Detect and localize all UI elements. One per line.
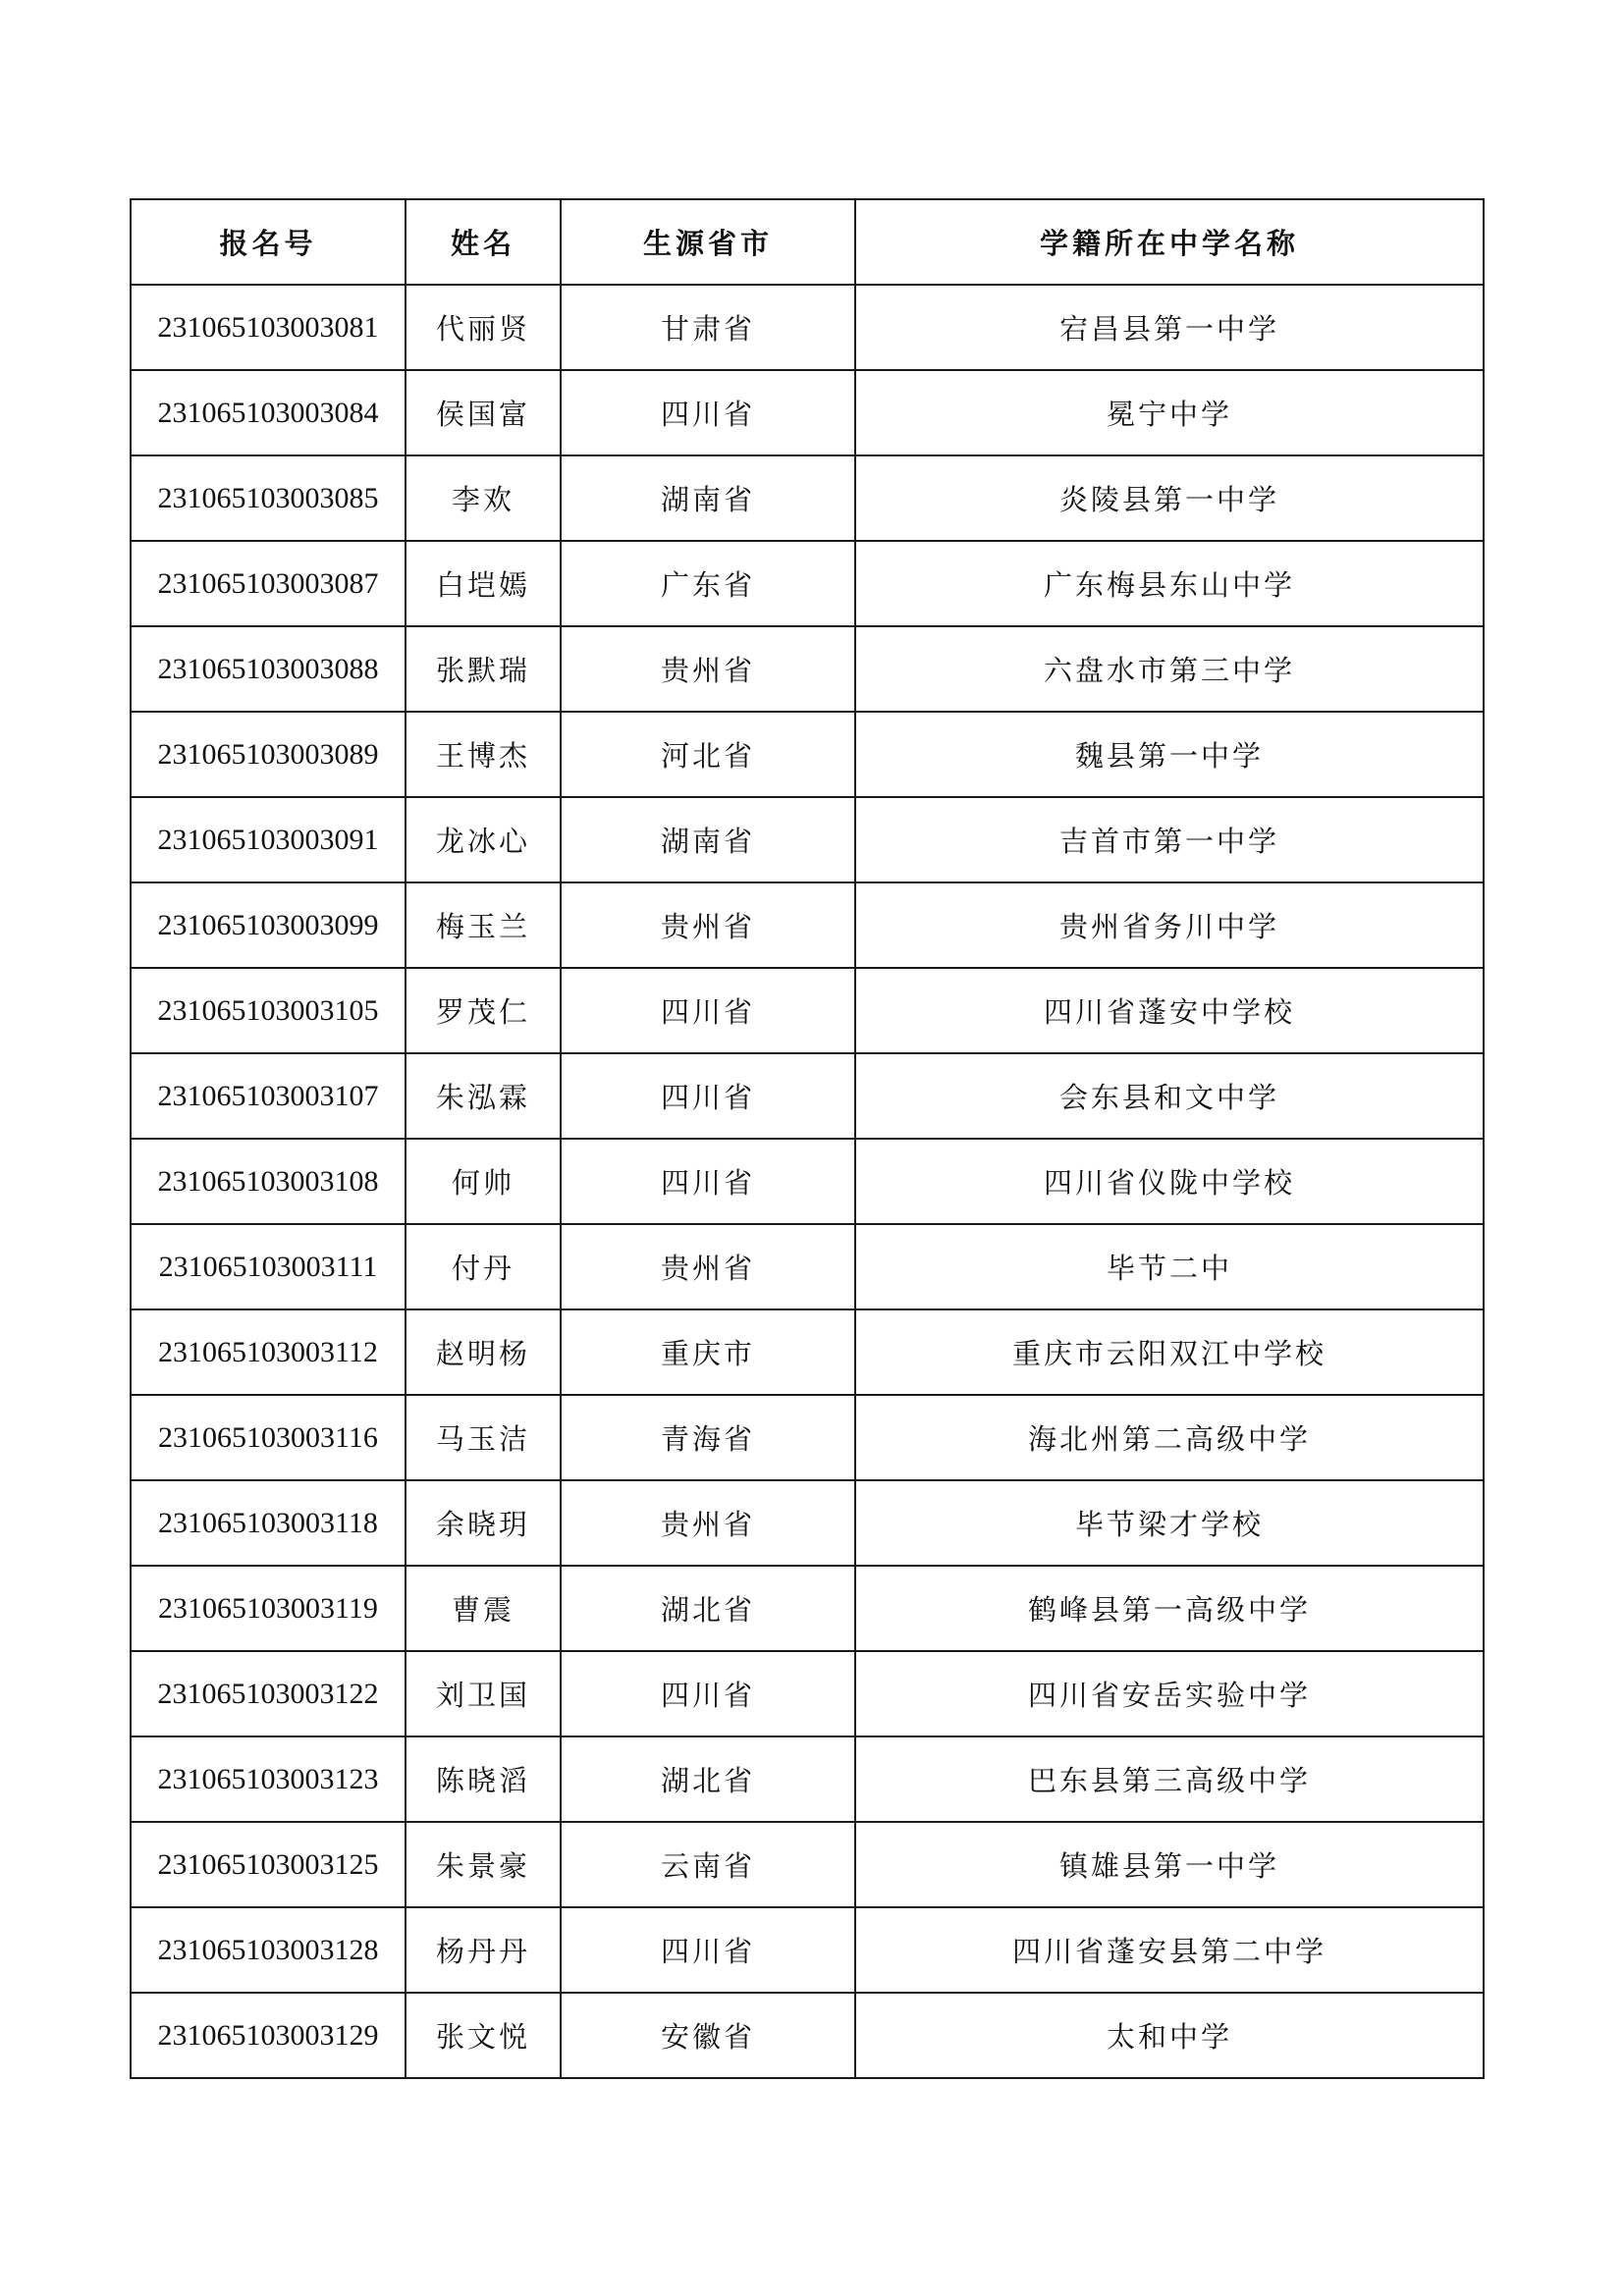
registration-number-cell: 231065103003118 [131, 1480, 406, 1566]
student-name-cell: 张文悦 [406, 1993, 561, 2078]
student-name-cell: 杨丹丹 [406, 1907, 561, 1993]
source-province-cell: 安徽省 [561, 1993, 855, 2078]
school-name-cell: 四川省安岳实验中学 [855, 1651, 1484, 1736]
student-name-cell: 王博杰 [406, 712, 561, 797]
registration-number-cell: 231065103003125 [131, 1822, 406, 1907]
table-row [131, 1993, 1484, 2078]
table-row [131, 1736, 1484, 1822]
registration-number-cell: 231065103003088 [131, 626, 406, 712]
source-province-cell: 湖南省 [561, 455, 855, 541]
registration-number-cell: 231065103003087 [131, 541, 406, 626]
student-name-cell: 余晓玥 [406, 1480, 561, 1566]
table-row [131, 1224, 1484, 1309]
school-name-cell: 四川省蓬安县第二中学 [855, 1907, 1484, 1993]
table-row [131, 541, 1484, 626]
school-name-cell: 吉首市第一中学 [855, 797, 1484, 882]
source-province-cell: 四川省 [561, 370, 855, 455]
school-name-cell: 四川省蓬安中学校 [855, 968, 1484, 1053]
registration-number-cell: 231065103003128 [131, 1907, 406, 1993]
registration-number-cell: 231065103003123 [131, 1736, 406, 1822]
registration-number-cell: 231065103003119 [131, 1566, 406, 1651]
source-province-cell: 贵州省 [561, 626, 855, 712]
table-row [131, 1139, 1484, 1224]
student-name-cell: 刘卫国 [406, 1651, 561, 1736]
school-name-cell: 毕节梁才学校 [855, 1480, 1484, 1566]
student-name-cell: 李欢 [406, 455, 561, 541]
source-province-cell: 贵州省 [561, 1224, 855, 1309]
source-province-cell: 四川省 [561, 1907, 855, 1993]
student-name-cell: 付丹 [406, 1224, 561, 1309]
table-row [131, 455, 1484, 541]
school-name-cell: 太和中学 [855, 1993, 1484, 2078]
table-row [131, 626, 1484, 712]
table-row [131, 1053, 1484, 1139]
school-name-cell: 宕昌县第一中学 [855, 285, 1484, 370]
school-name-cell: 镇雄县第一中学 [855, 1822, 1484, 1907]
student-name-cell: 陈晓滔 [406, 1736, 561, 1822]
registration-number-cell: 231065103003116 [131, 1395, 406, 1480]
student-name-cell: 朱景豪 [406, 1822, 561, 1907]
student-name-cell: 侯国富 [406, 370, 561, 455]
source-province-cell: 四川省 [561, 1139, 855, 1224]
registration-number-cell: 231065103003105 [131, 968, 406, 1053]
source-province-cell: 湖北省 [561, 1736, 855, 1822]
source-province-cell: 湖北省 [561, 1566, 855, 1651]
header-source-province: 生源省市 [561, 199, 855, 285]
school-name-cell: 毕节二中 [855, 1224, 1484, 1309]
student-name-cell: 曹震 [406, 1566, 561, 1651]
source-province-cell: 重庆市 [561, 1309, 855, 1395]
source-province-cell: 云南省 [561, 1822, 855, 1907]
source-province-cell: 四川省 [561, 1651, 855, 1736]
registration-number-cell: 231065103003108 [131, 1139, 406, 1224]
school-name-cell: 鹤峰县第一高级中学 [855, 1566, 1484, 1651]
student-roster-table [130, 198, 1485, 2079]
student-name-cell: 龙冰心 [406, 797, 561, 882]
source-province-cell: 甘肃省 [561, 285, 855, 370]
table-row [131, 1395, 1484, 1480]
table-row [131, 1566, 1484, 1651]
source-province-cell: 湖南省 [561, 797, 855, 882]
school-name-cell: 六盘水市第三中学 [855, 626, 1484, 712]
registration-number-cell: 231065103003107 [131, 1053, 406, 1139]
school-name-cell: 魏县第一中学 [855, 712, 1484, 797]
school-name-cell: 冕宁中学 [855, 370, 1484, 455]
registration-number-cell: 231065103003122 [131, 1651, 406, 1736]
header-name: 姓名 [406, 199, 561, 285]
school-name-cell: 重庆市云阳双江中学校 [855, 1309, 1484, 1395]
registration-number-cell: 231065103003084 [131, 370, 406, 455]
registration-number-cell: 231065103003099 [131, 882, 406, 968]
source-province-cell: 贵州省 [561, 882, 855, 968]
registration-number-cell: 231065103003112 [131, 1309, 406, 1395]
student-name-cell: 何帅 [406, 1139, 561, 1224]
table-row [131, 1907, 1484, 1993]
school-name-cell: 广东梅县东山中学 [855, 541, 1484, 626]
table-row [131, 1822, 1484, 1907]
registration-number-cell: 231065103003089 [131, 712, 406, 797]
student-name-cell: 罗茂仁 [406, 968, 561, 1053]
student-name-cell: 朱泓霖 [406, 1053, 561, 1139]
student-name-cell: 张默瑞 [406, 626, 561, 712]
registration-number-cell: 231065103003081 [131, 285, 406, 370]
table-row [131, 797, 1484, 882]
school-name-cell: 海北州第二高级中学 [855, 1395, 1484, 1480]
table-row [131, 285, 1484, 370]
table-row [131, 370, 1484, 455]
registration-number-cell: 231065103003129 [131, 1993, 406, 2078]
registration-number-cell: 231065103003111 [131, 1224, 406, 1309]
table-row [131, 968, 1484, 1053]
student-name-cell: 代丽贤 [406, 285, 561, 370]
source-province-cell: 广东省 [561, 541, 855, 626]
registration-number-cell: 231065103003085 [131, 455, 406, 541]
school-name-cell: 巴东县第三高级中学 [855, 1736, 1484, 1822]
table-row [131, 882, 1484, 968]
table-row [131, 1651, 1484, 1736]
school-name-cell: 贵州省务川中学 [855, 882, 1484, 968]
student-name-cell: 马玉洁 [406, 1395, 561, 1480]
source-province-cell: 贵州省 [561, 1480, 855, 1566]
student-name-cell: 白垲嫣 [406, 541, 561, 626]
header-school-name: 学籍所在中学名称 [855, 199, 1484, 285]
header-registration-number: 报名号 [131, 199, 406, 285]
table-body [131, 285, 1484, 2078]
registration-number-cell: 231065103003091 [131, 797, 406, 882]
school-name-cell: 炎陵县第一中学 [855, 455, 1484, 541]
source-province-cell: 青海省 [561, 1395, 855, 1480]
source-province-cell: 河北省 [561, 712, 855, 797]
student-name-cell: 赵明杨 [406, 1309, 561, 1395]
table-header-row [131, 199, 1484, 285]
student-name-cell: 梅玉兰 [406, 882, 561, 968]
school-name-cell: 四川省仪陇中学校 [855, 1139, 1484, 1224]
source-province-cell: 四川省 [561, 968, 855, 1053]
table-row [131, 1309, 1484, 1395]
table-row [131, 712, 1484, 797]
school-name-cell: 会东县和文中学 [855, 1053, 1484, 1139]
table-row [131, 1480, 1484, 1566]
source-province-cell: 四川省 [561, 1053, 855, 1139]
